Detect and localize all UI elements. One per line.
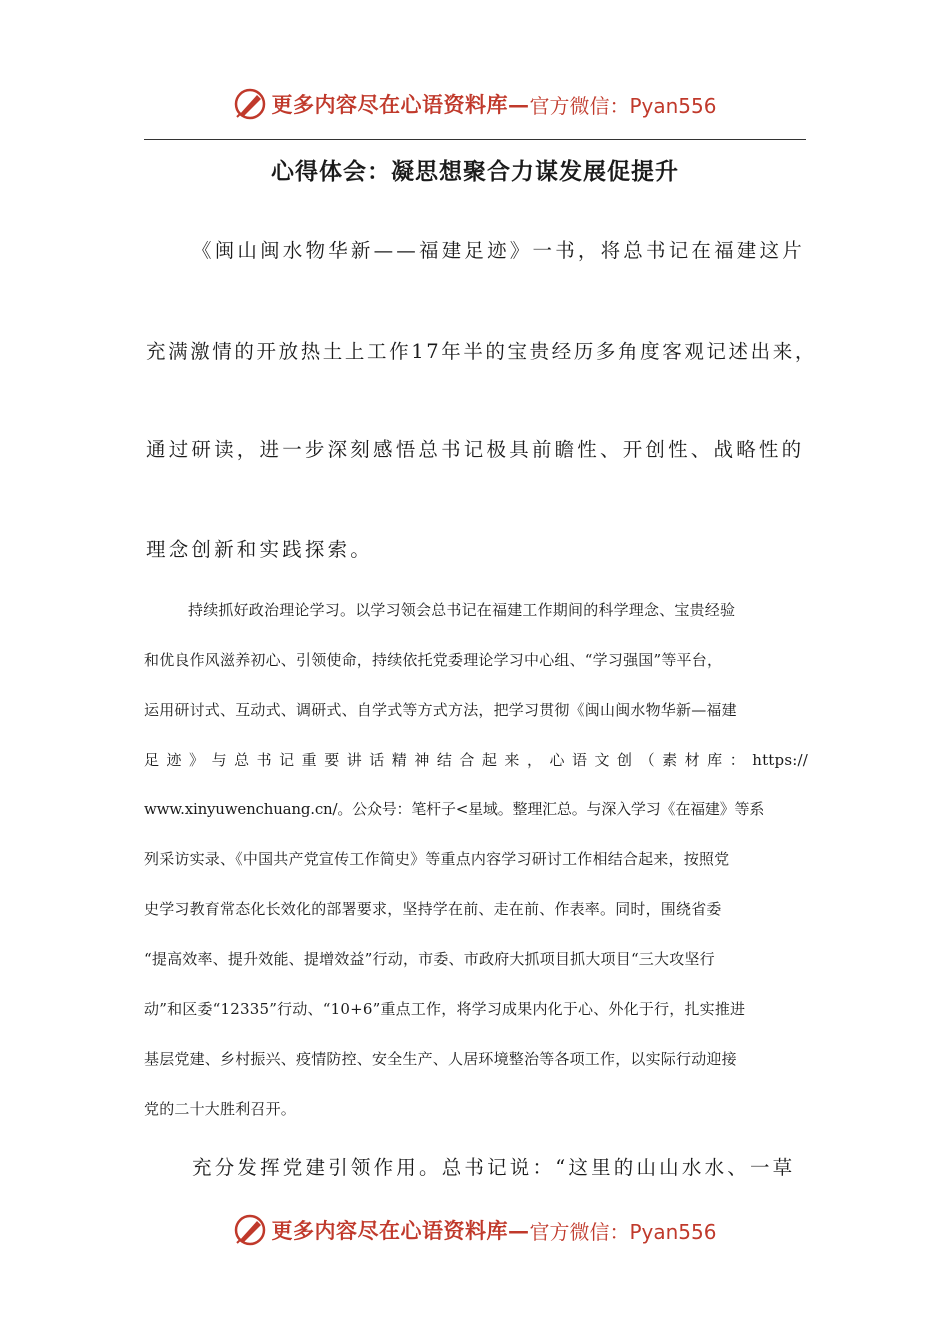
header-banner <box>0 84 950 124</box>
pen-logo-icon <box>233 1213 267 1247</box>
paragraph-2-line-11: 党的二十大胜利召开。 <box>144 1100 297 1118</box>
paragraph-1-line-2: 充满激情的开放热土上工作17年半的宝贵经历多角度客观记述出来， <box>146 340 817 363</box>
header-rule <box>144 139 806 140</box>
banner-text: 更多内容尽在心语资料库— <box>271 92 530 117</box>
document-title: 心得体会：凝思想聚合力谋发展促提升 <box>271 158 679 185</box>
paragraph-3-line-1: 充分发挥党建引领作用。总书记说：“这里的山山水水、一草 <box>192 1156 796 1179</box>
banner-wechat: 官方微信：Pyan556 <box>529 1219 717 1244</box>
paragraph-2-line-9: 动”和区委“12335”行动、“10+6”重点工作，将学习成果内化于心、外化于行，扎实推进 <box>144 1000 746 1018</box>
pen-logo-icon <box>233 87 267 121</box>
paragraph-2-line-3: 运用研讨式、互动式、调研式、自学式等方式方法，把学习贯彻《闽山闽水物华新—福建 <box>144 701 737 719</box>
banner-text: 更多内容尽在心语资料库— <box>271 1218 530 1243</box>
footer-banner <box>0 1210 950 1250</box>
paragraph-2-line-8: “提高效率、提升效能、提增效益”行动，市委、市政府大抓项目抓大项目“三大攻坚行 <box>144 950 715 968</box>
paragraph-1-line-4: 理念创新和实践探索。 <box>146 538 374 561</box>
paragraph-1-line-3: 通过研读，进一步深刻感悟总书记极具前瞻性、开创性、战略性的 <box>146 438 805 461</box>
paragraph-2-line-6: 列采访实录、《中国共产党宣传工作简史》等重点内容学习研讨工作相结合起来，按照党 <box>144 850 730 868</box>
paragraph-2-line-4: 足迹》与总书记重要讲话精神结合起来，心语文创（素材库：https:// <box>144 751 808 769</box>
paragraph-2-line-1: 持续抓好政治理论学习。以学习领会总书记在福建工作期间的科学理念、宝贵经验 <box>188 601 736 619</box>
paragraph-1-line-1: 《闽山闽水物华新——福建足迹》一书，将总书记在福建这片 <box>192 239 805 262</box>
banner-wechat: 官方微信：Pyan556 <box>529 93 717 118</box>
paragraph-2-line-5: www.xinyuwenchuang.cn/。公众号：笔杆子<星域。整理汇总。与深入学习《在福建》等系 <box>144 800 765 818</box>
paragraph-2-line-7: 史学习教育常态化长效化的部署要求，坚持学在前、走在前、作表率。同时，围绕省委 <box>144 900 722 918</box>
paragraph-2-line-2: 和优良作风滋养初心、引领使命，持续依托党委理论学习中心组、“学习强国”等平台， <box>144 651 723 669</box>
paragraph-2-line-10: 基层党建、乡村振兴、疫情防控、安全生产、人居环境整治等各项工作，以实际行动迎接 <box>144 1050 737 1068</box>
